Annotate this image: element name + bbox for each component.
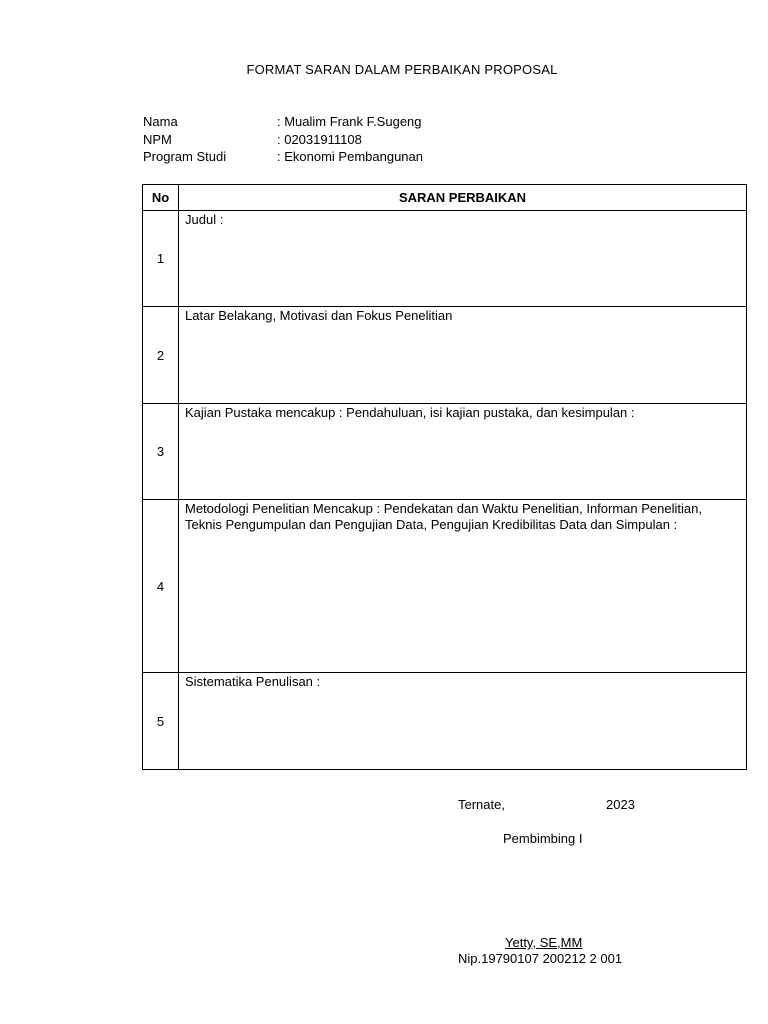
row-number: 4 [143, 500, 179, 673]
table-header-row [143, 185, 747, 211]
signer-name: Yetty, SE,MM [505, 935, 583, 950]
npm-value: : 02031911108 [277, 131, 362, 147]
npm-label: NPM [143, 131, 172, 147]
document-title: FORMAT SARAN DALAM PERBAIKAN PROPOSAL [246, 62, 558, 77]
row-number: 3 [143, 404, 179, 500]
header-no: No [143, 185, 179, 211]
name-value: : Mualim Frank F.Sugeng [277, 114, 422, 129]
table-row [143, 500, 747, 673]
program-value: : Ekonomi Pembangunan [277, 149, 423, 164]
row-suggestion-field[interactable]: Latar Belakang, Motivasi dan Fokus Penelitian [179, 307, 747, 404]
table-row [143, 404, 747, 500]
row-number: 2 [143, 307, 179, 404]
row-suggestion-field[interactable]: Metodologi Penelitian Mencakup : Pendekatan dan Waktu Penelitian, Informan Penelitian, Teknis Pengumpulan dan Pengujian Data, Pengujian Kredibilitas Data dan Simpulan : [179, 500, 747, 673]
suggestion-table [142, 184, 747, 770]
place-date [458, 797, 635, 812]
row-suggestion-field[interactable]: Judul : [179, 211, 747, 307]
table-row [143, 211, 747, 307]
student-program-row [143, 148, 423, 166]
row-number: 5 [143, 673, 179, 770]
row-suggestion-field[interactable]: Kajian Pustaka mencakup : Pendahuluan, isi kajian pustaka, dan kesimpulan : [179, 404, 747, 500]
signer-nip: Nip.19790107 200212 2 001 [458, 951, 623, 966]
student-npm-row [143, 131, 423, 149]
row-suggestion-field[interactable]: Sistematika Penulisan : [179, 673, 747, 770]
program-label: Program Studi [143, 149, 227, 164]
signature-year: 2023 [606, 797, 635, 812]
student-name-row [143, 113, 423, 131]
row-number: 1 [143, 211, 179, 307]
name-label: Nama [143, 114, 178, 129]
signature-place: Ternate, [458, 797, 505, 812]
table-row [143, 673, 747, 770]
table-row [143, 307, 747, 404]
signer-role: Pembimbing I [503, 831, 583, 846]
student-info [143, 113, 423, 166]
header-suggestion: SARAN PERBAIKAN [179, 185, 747, 211]
